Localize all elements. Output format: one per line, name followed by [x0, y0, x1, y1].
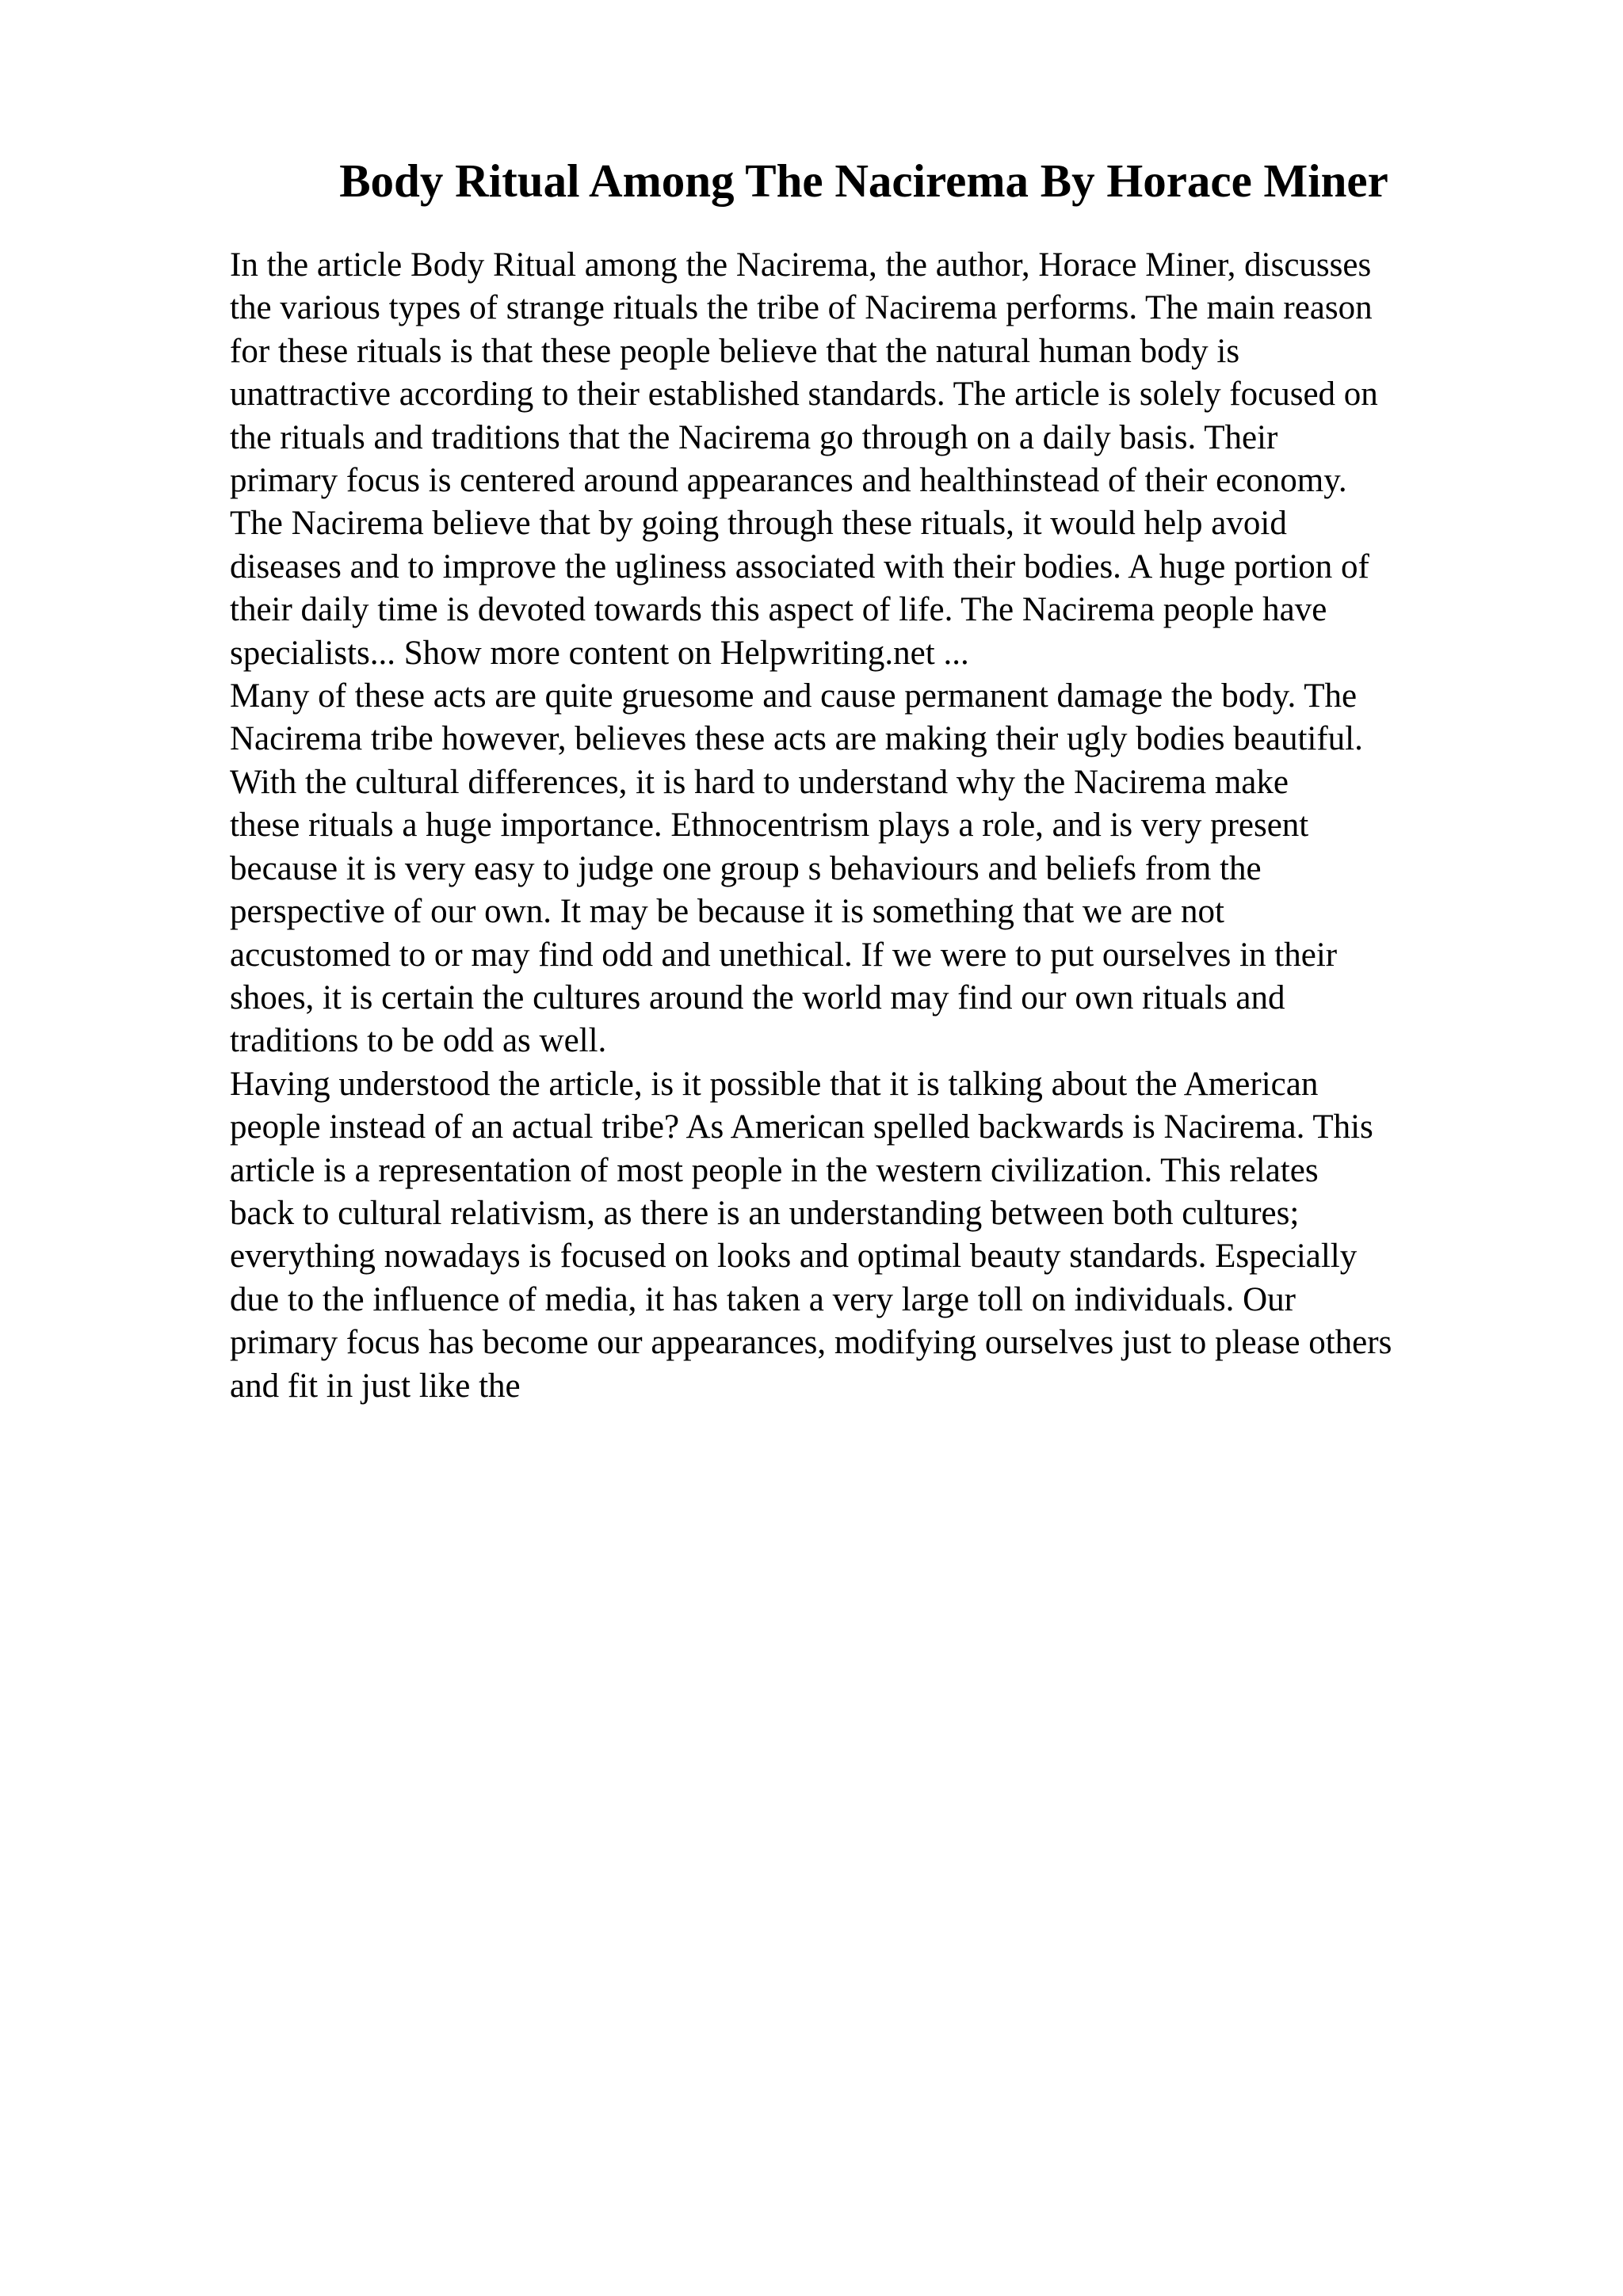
body-line: these rituals a huge importance. Ethnocentrism plays a role, and is very present — [230, 807, 1309, 845]
body-line: because it is very easy to judge one group s behaviours and beliefs from the — [230, 849, 1262, 887]
body-line: unattractive according to their established standards. The article is solely focused on — [230, 376, 1378, 414]
body-line: traditions to be odd as well. — [230, 1022, 607, 1060]
body-line: the various types of strange rituals the tribe of Nacirema performs. The main reason — [230, 289, 1373, 327]
document-body — [230, 244, 1498, 1408]
body-line: the rituals and traditions that the Nacirema go through on a daily basis. Their — [230, 418, 1278, 456]
body-line: shoes, it is certain the cultures around the world may find our own rituals and — [230, 978, 1285, 1016]
body-line: primary focus has become our appearances, modifying ourselves just to please others — [230, 1324, 1392, 1362]
body-line: their daily time is devoted towards this aspect of life. The Nacirema people have — [230, 591, 1327, 629]
body-line: everything nowadays is focused on looks and optimal beauty standards. Especially — [230, 1238, 1358, 1276]
body-line: due to the influence of media, it has taken a very large toll on individuals. Our — [230, 1280, 1296, 1318]
body-line: Having understood the article, is it possible that it is talking about the American — [230, 1065, 1319, 1103]
body-line: Nacirema tribe however, believes these acts are making their ugly bodies beautiful. — [230, 720, 1363, 758]
body-line: people instead of an actual tribe? As American spelled backwards is Nacirema. This — [230, 1108, 1373, 1146]
body-line: accustomed to or may find odd and unethical. If we were to put ourselves in their — [230, 936, 1338, 974]
body-line: The Nacirema believe that by going through these rituals, it would help avoid — [230, 505, 1287, 543]
body-line: primary focus is centered around appearances and healthinstead of their economy. — [230, 462, 1347, 500]
body-line: In the article Body Ritual among the Nacirema, the author, Horace Miner, discusses — [230, 246, 1372, 284]
body-line: perspective of our own. It may be because it is something that we are not — [230, 893, 1224, 931]
body-line: Many of these acts are quite gruesome and cause permanent damage the body. The — [230, 677, 1358, 715]
body-line: back to cultural relativism, as there is an understanding between both cultures; — [230, 1194, 1300, 1232]
body-line: With the cultural differences, it is hard to understand why the Nacirema make — [230, 763, 1289, 801]
body-line: and fit in just like the — [230, 1367, 521, 1405]
document-title: Body Ritual Among The Nacirema By Horace Miner — [339, 154, 1388, 207]
body-line: for these rituals is that these people believe that the natural human body is — [230, 332, 1240, 370]
body-line: article is a representation of most people in the western civilization. This relates — [230, 1151, 1319, 1189]
body-line: diseases and to improve the ugliness associated with their bodies. A huge portion of — [230, 547, 1369, 585]
body-line: specialists... Show more content on Helpwriting.net ... — [230, 634, 969, 672]
